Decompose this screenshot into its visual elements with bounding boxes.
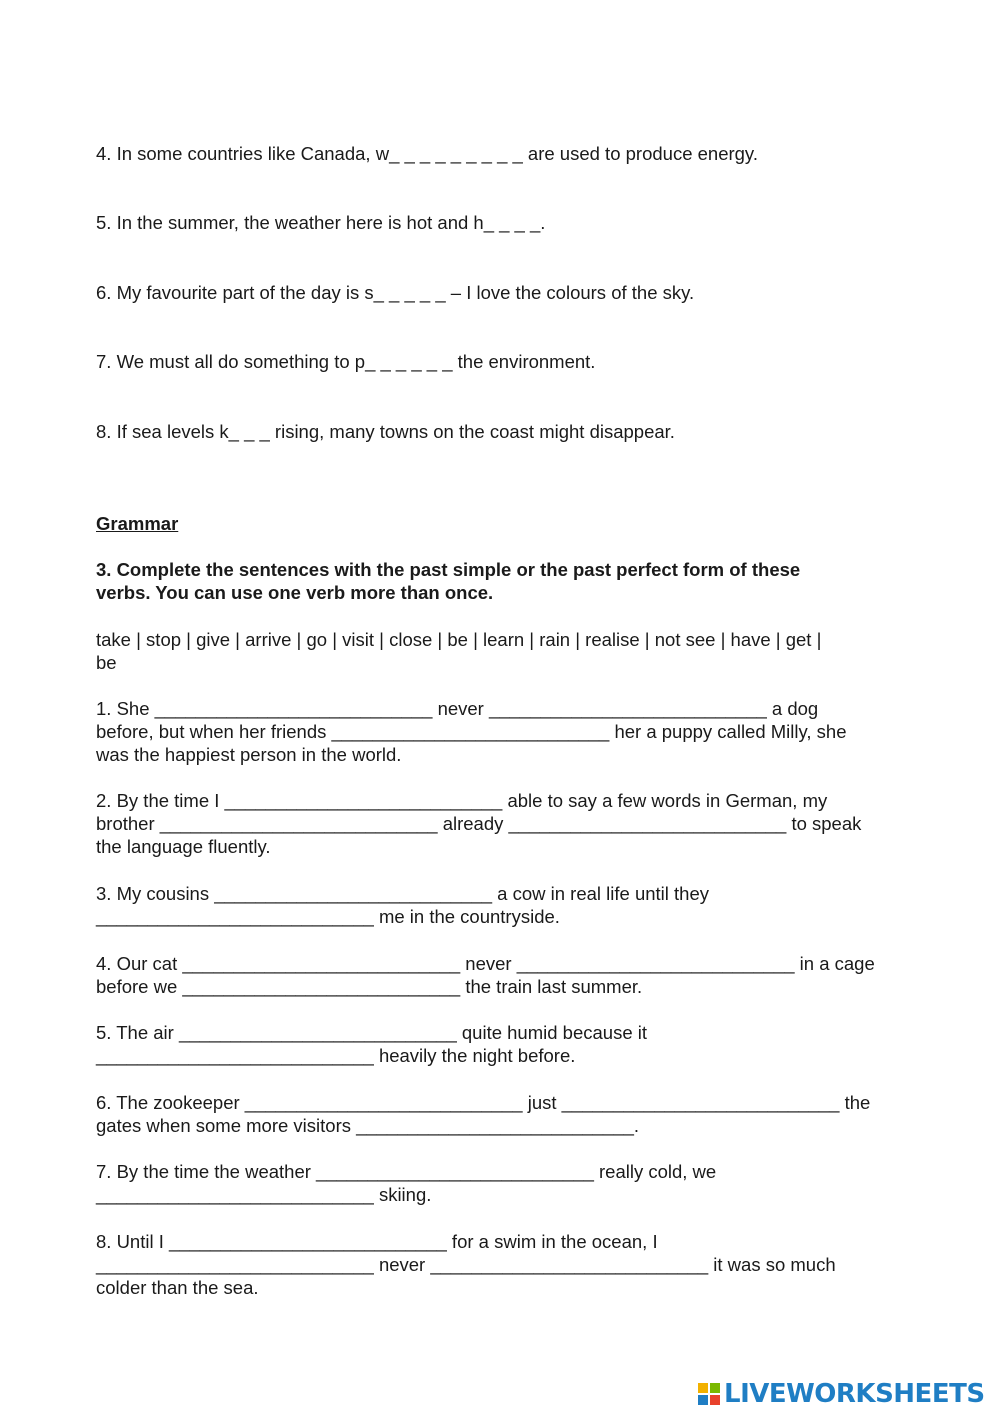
item-line: before, but when her friends ___________________________ her a puppy called Milly, she — [96, 721, 847, 742]
grammar-item-5 — [96, 1021, 911, 1067]
item-line: 8. Until I ___________________________ for a swim in the ocean, I — [96, 1231, 658, 1252]
logo-text: LIVEWORKSHEETS — [724, 1379, 985, 1409]
item-line: the language fluently. — [96, 836, 271, 857]
grammar-item-8 — [96, 1230, 911, 1299]
section-heading-grammar: Grammar — [96, 513, 179, 534]
grammar-item-3 — [96, 882, 911, 928]
item-line: 3. My cousins ___________________________ a cow in real life until they — [96, 883, 710, 904]
vocab-item-6: 6. My favourite part of the day is s_ _ _ _ _ – I love the colours of the sky. — [96, 282, 695, 303]
vocab-item-4: 4. In some countries like Canada, w_ _ _ _ _ _ _ _ _ are used to produce energy. — [96, 143, 758, 164]
item-line: gates when some more visitors ___________________________. — [96, 1115, 640, 1136]
item-line: ___________________________ skiing. — [96, 1184, 432, 1205]
item-line: brother ___________________________ already ___________________________ to speak — [96, 813, 862, 834]
word-bank — [96, 628, 911, 674]
word-bank-line: be — [96, 652, 117, 673]
instruction-line: 3. Complete the sentences with the past simple or the past perfect form of these — [96, 559, 801, 580]
grammar-item-2 — [96, 789, 911, 858]
item-line: colder than the sea. — [96, 1277, 259, 1298]
item-line: 2. By the time I ___________________________ able to say a few words in German, my — [96, 790, 828, 811]
item-line: was the happiest person in the world. — [96, 744, 402, 765]
liveworksheets-logo — [698, 1378, 985, 1410]
item-line: ___________________________ heavily the night before. — [96, 1045, 576, 1066]
grammar-item-6 — [96, 1091, 911, 1137]
vocab-item-5: 5. In the summer, the weather here is hot and h_ _ _ _. — [96, 212, 546, 233]
vocab-item-7: 7. We must all do something to p_ _ _ _ _ _ the environment. — [96, 351, 596, 372]
item-line: 4. Our cat ___________________________ never ___________________________ in a cage — [96, 953, 875, 974]
item-line: ___________________________ never ___________________________ it was so much — [96, 1254, 836, 1275]
instruction-line: verbs. You can use one verb more than once. — [96, 582, 494, 603]
item-line: 5. The air ___________________________ quite humid because it — [96, 1022, 648, 1043]
logo-mark-icon — [698, 1383, 720, 1405]
grammar-item-1 — [96, 697, 911, 766]
item-line: 1. She ___________________________ never ___________________________ a dog — [96, 698, 819, 719]
item-line: before we ___________________________ the train last summer. — [96, 976, 643, 997]
item-line: 7. By the time the weather ___________________________ really cold, we — [96, 1161, 717, 1182]
item-line: 6. The zookeeper ___________________________ just ___________________________ the — [96, 1092, 871, 1113]
vocab-item-8: 8. If sea levels k_ _ _ rising, many towns on the coast might disappear. — [96, 421, 675, 442]
grammar-item-4 — [96, 952, 911, 998]
item-line: ___________________________ me in the countryside. — [96, 906, 560, 927]
grammar-item-7 — [96, 1160, 911, 1206]
word-bank-line: take | stop | give | arrive | go | visit | close | be | learn | rain | realise | not see | have | get | — [96, 629, 822, 650]
exercise-instruction — [96, 558, 911, 604]
